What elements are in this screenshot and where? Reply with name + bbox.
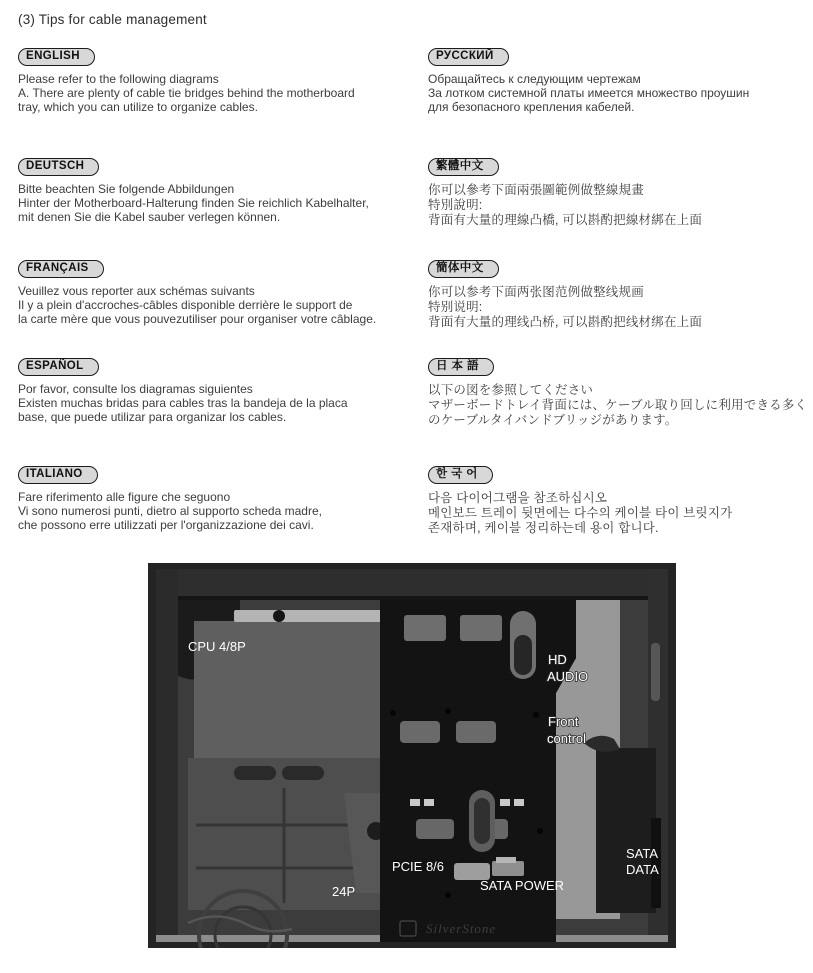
section-text-line: 背面有大量的理線凸橋, 可以斟酌把線材綁在上面 bbox=[428, 213, 703, 227]
cable-cutout bbox=[404, 615, 446, 641]
section-traditional-chinese bbox=[428, 156, 795, 258]
section-text-line: base, que puede utilizar para organizar los cables. bbox=[18, 409, 287, 424]
cable-cutout bbox=[460, 615, 502, 641]
right-drive-cage bbox=[596, 748, 659, 913]
section-text-line: 你可以参考下面两张图范例做整线规画 bbox=[428, 285, 644, 299]
section-text-line: 背面有大量的理线凸桥, 可以斟酌把线材绑在上面 bbox=[428, 315, 703, 329]
language-badge-japanese: 日 本 語 bbox=[428, 358, 494, 376]
section-russian bbox=[428, 46, 795, 156]
photo-label-24p: 24P bbox=[332, 884, 356, 899]
section-text-line: 特別說明: bbox=[428, 198, 483, 212]
language-badge-korean: 한 국 어 bbox=[428, 466, 493, 484]
screw bbox=[445, 892, 451, 898]
section-text-line: 다음 다이어그램을 참조하십시오 bbox=[428, 491, 608, 505]
section-korean bbox=[428, 464, 795, 564]
page-title: (3) Tips for cable management bbox=[18, 12, 207, 27]
language-badge-francais: FRANÇAIS bbox=[18, 260, 104, 278]
section-text-line: 以下の図を参照してください bbox=[428, 383, 594, 397]
section-text-line: Please refer to the following diagrams bbox=[18, 72, 219, 86]
section-japanese bbox=[428, 356, 808, 464]
photo-label-front: Front bbox=[548, 714, 579, 729]
section-english bbox=[18, 46, 428, 156]
sata-power-connector bbox=[492, 861, 524, 876]
case-left-frame bbox=[156, 569, 178, 942]
section-text-line: Existen muchas bridas para cables tras la bandeja de la placa bbox=[18, 395, 348, 410]
case-top-frame bbox=[156, 569, 668, 599]
language-sections bbox=[18, 46, 808, 564]
section-francais bbox=[18, 258, 428, 356]
section-text-line: За лотком системной платы имеется множество проушин bbox=[428, 85, 750, 100]
section-simplified-chinese bbox=[428, 258, 795, 356]
cable-cutout bbox=[400, 721, 440, 743]
section-text-line: che possono erre utilizzati per l'organizzazione dei cavi. bbox=[18, 517, 314, 532]
screw bbox=[390, 710, 396, 716]
section-text-line: mit denen Sie die Kabel sauber verlegen können. bbox=[18, 209, 281, 224]
case-interior-diagram bbox=[148, 563, 676, 948]
section-text-line: Fare riferimento alle figure che seguono bbox=[18, 490, 231, 504]
section-text-line: Vi sono numerosi punti, dietro al supporto scheda madre, bbox=[18, 503, 322, 518]
section-espanol bbox=[18, 356, 428, 464]
section-deutsch bbox=[18, 156, 428, 258]
section-text-line: Обращайтесь к следующим чертежам bbox=[428, 72, 641, 86]
screw bbox=[273, 610, 285, 622]
section-text-line: A. There are plenty of cable tie bridges behind the motherboard bbox=[18, 85, 355, 100]
section-text-line: 메인보드 트레이 뒷면에는 다수의 케이블 타이 브릿지가 bbox=[428, 506, 733, 520]
section-text-line: la carte mère que vous pouvezutiliser pour organiser votre câblage. bbox=[18, 311, 377, 326]
photo-label-audio: AUDIO bbox=[547, 669, 589, 684]
photo-label-data: DATA bbox=[626, 862, 659, 877]
language-badge-english: ENGLISH bbox=[18, 48, 95, 66]
language-badge-espanol: ESPAÑOL bbox=[18, 358, 99, 376]
language-badge-simplified-chinese: 簡体中文 bbox=[428, 260, 499, 278]
section-text-line: для безопасного крепления кабелей. bbox=[428, 99, 635, 114]
screw bbox=[537, 828, 543, 834]
section-text-line: マザーボードトレイ背面には、ケーブル取り回しに利用できる多く bbox=[428, 398, 808, 412]
language-badge-deutsch: DEUTSCH bbox=[18, 158, 99, 176]
screw bbox=[445, 708, 451, 714]
language-badge-traditional-chinese: 繁體中文 bbox=[428, 158, 499, 176]
photo-label-pcie-86: PCIE 8/6 bbox=[392, 859, 445, 874]
photo-label-sata-power: SATA POWER bbox=[480, 878, 565, 893]
brand-text: SilverStone bbox=[426, 921, 497, 936]
language-badge-italiano: ITALIANO bbox=[18, 466, 98, 484]
section-text-line: 特别说明: bbox=[428, 300, 483, 314]
screw bbox=[533, 712, 539, 718]
case-photo bbox=[148, 563, 676, 948]
photo-label-control: control bbox=[547, 731, 587, 746]
section-text-line: Por favor, consulte los diagramas siguientes bbox=[18, 382, 253, 396]
section-text-line: 존재하며, 케이블 정리하는데 용이 합니다. bbox=[428, 521, 659, 535]
section-text-line: Bitte beachten Sie folgende Abbildungen bbox=[18, 182, 235, 196]
section-text-line: Veuillez vous reporter aux schémas suivants bbox=[18, 284, 255, 298]
language-badge-russian: РУССКИЙ bbox=[428, 48, 509, 66]
section-text-line: Il y a plein d'accroches-câbles disponible derrière le support de bbox=[18, 297, 353, 312]
cable-cutout bbox=[456, 721, 496, 743]
section-text-line: Hinter der Motherboard-Halterung finden Sie reichlich Kabelhalter, bbox=[18, 195, 369, 210]
section-text-line: 你可以參考下面兩張圖範例做整線規畫 bbox=[428, 183, 644, 197]
photo-label-hd: HD bbox=[548, 652, 567, 667]
section-text-line: のケーブルタイバンドブリッジがあります。 bbox=[428, 413, 678, 427]
section-italiano bbox=[18, 464, 428, 564]
section-text-line: tray, which you can utilize to organize cables. bbox=[18, 99, 258, 114]
cable-cutout bbox=[416, 819, 454, 839]
photo-label-sata: SATA bbox=[626, 846, 659, 861]
photo-label-cpu-48p: CPU 4/8P bbox=[188, 639, 246, 654]
